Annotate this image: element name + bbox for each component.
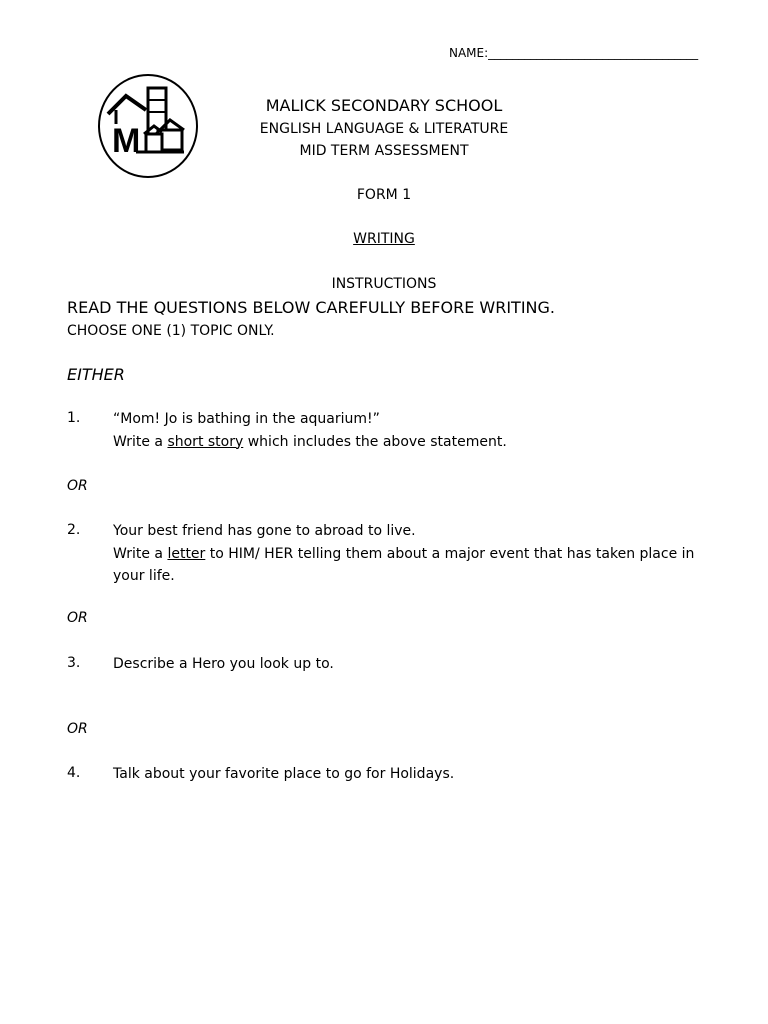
question-number: 1.: [67, 410, 81, 426]
question-4: [113, 763, 703, 786]
or-label: OR: [67, 721, 88, 737]
question-number: 3.: [67, 655, 81, 671]
or-label: OR: [67, 478, 88, 494]
question-3: [113, 653, 703, 676]
question-text: Write a: [113, 433, 168, 450]
question-text: which includes the above statement.: [243, 433, 507, 450]
question-line: Your best friend has gone to abroad to live.: [113, 523, 416, 539]
instruction-read-carefully: READ THE QUESTIONS BELOW CAREFULLY BEFORE WRITING.: [67, 298, 555, 317]
question-line: Describe a Hero you look up to.: [113, 656, 334, 672]
form-level: FORM 1: [356, 187, 412, 203]
school-name: MALICK SECONDARY SCHOOL: [265, 96, 503, 115]
question-line: [113, 543, 703, 588]
question-text: Write a: [113, 545, 168, 562]
instruction-choose-one: CHOOSE ONE (1) TOPIC ONLY.: [67, 323, 275, 339]
question-1: [113, 408, 703, 453]
question-2: [113, 520, 703, 588]
logo-letter: M: [112, 122, 141, 160]
question-text: to HIM/ HER telling them about a major event that has taken place in your life.: [113, 545, 695, 584]
question-line: “Mom! Jo is bathing in the aquarium!”: [113, 411, 380, 427]
exam-title: MID TERM ASSESSMENT: [299, 143, 469, 159]
instructions-heading: INSTRUCTIONS: [331, 276, 437, 292]
or-label: OR: [67, 610, 88, 626]
underlined-term: short story: [167, 433, 244, 450]
paper-title: WRITING: [353, 231, 415, 247]
question-number: 4.: [67, 765, 81, 781]
either-label: EITHER: [67, 365, 125, 384]
subject-title: ENGLISH LANGUAGE & LITERATURE: [259, 121, 509, 137]
question-number: 2.: [67, 522, 81, 538]
name-field-label: NAME:___________________________________: [449, 46, 699, 60]
question-line: [113, 431, 703, 454]
underlined-term: letter: [167, 545, 206, 562]
question-line: Talk about your favorite place to go for Holidays.: [113, 766, 455, 782]
